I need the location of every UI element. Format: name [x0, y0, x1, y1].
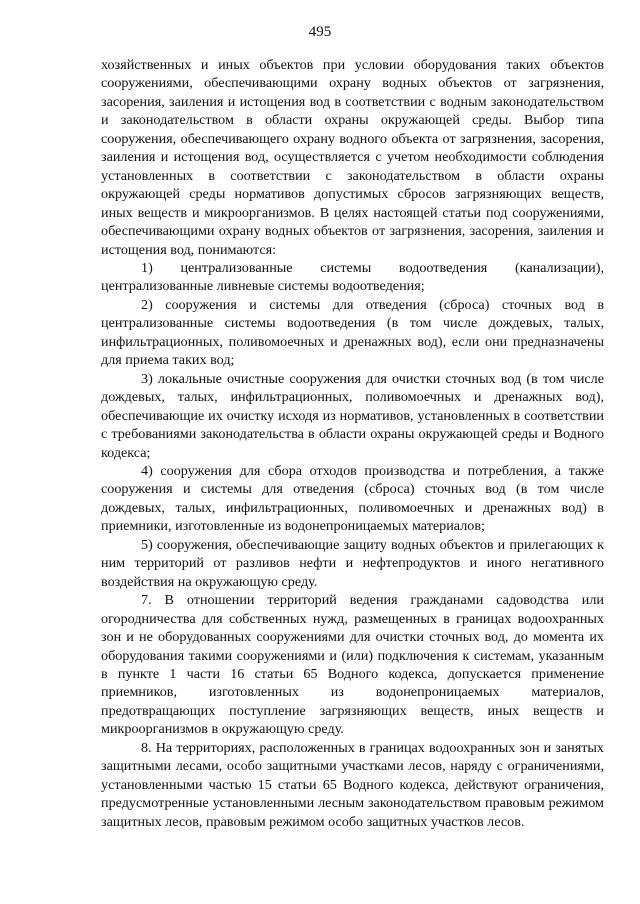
paragraph-point-7: 7. В отношении территорий ведения гражданами садоводства или огородничества для собственных нужд, размещенных в границах водоохранных зон и не оборудованных сооружениями для очистки сточных вод, до момента их оборудования такими сооружениями и (или) подключения к системам, указанным в пункте 1 части 16 статьи 65 Водного кодекса, допускается применение приемников, изготовленных из водонепроницаемых материалов, предотвращающих поступление загрязняющих веществ, иных веществ и микроорганизмов в окружающую среду. [101, 592, 604, 738]
list-item-1: 1) централизованные системы водоотведения (канализации), централизованные ливневые системы водоотведения; [101, 259, 604, 295]
page-number: 495 [308, 24, 332, 40]
list-item-4: 4) сооружения для сбора отходов производства и потребления, а также сооружения и системы для отведения (сброса) сточных вод (в том числе дождевых, талых, инфильтрационных, поливомоечных и дренажных вод) в приемники, изготовленные из водонепроницаемых материалов; [101, 462, 604, 535]
paragraph-point-8: 8. На территориях, расположенных в границах водоохранных зон и занятых защитными лесами, особо защитными участками лесов, наряду с ограничениями, установленными частью 15 статьи 65 Водного кодекса, действуют ограничения, предусмотренные установленными лесным законодательством правовым режимом защитных лесов, правовым режимом особо защитных участков лесов. [101, 739, 604, 830]
paragraph-continuation: хозяйственных и иных объектов при условии оборудования таких объектов сооружениями, обеспечивающими охрану водных объектов от загрязнения, засорения, заиления и истощения вод в соответствии с водным законодательством и законодательством в области охраны окружающей среды. Выбор типа сооружения, обеспечивающего охрану водного объекта от загрязнения, засорения, заиления и истощения вод, осуществляется с учетом необходимости соблюдения установленных в соответствии с законодательством в области охраны окружающей среды нормативов допустимых сбросов загрязняющих веществ, иных веществ и микроорганизмов. В целях настоящей статьи под сооружениями, обеспечивающими охрану водных объектов от загрязнения, засорения, заиления и истощения вод, понимаются: [101, 57, 604, 258]
list-item-5: 5) сооружения, обеспечивающие защиту водных объектов и прилегающих к ним территорий от разливов нефти и нефтепродуктов и иного негативного воздействия на окружающую среду. [101, 536, 604, 590]
document-body [101, 56, 604, 831]
list-item-2: 2) сооружения и системы для отведения (сброса) сточных вод в централизованные системы водоотведения (в том числе дождевых, талых, инфильтрационных, поливомоечных и дренажных вод), если они предназначены для приема таких вод; [101, 296, 604, 369]
list-item-3: 3) локальные очистные сооружения для очистки сточных вод (в том числе дождевых, талых, инфильтрационных, поливомоечных и дренажных вод), обеспечивающие их очистку исходя из нормативов, установленных в соответствии с требованиями законодательства в области охраны окружающей среды и Водного кодекса; [101, 370, 604, 461]
